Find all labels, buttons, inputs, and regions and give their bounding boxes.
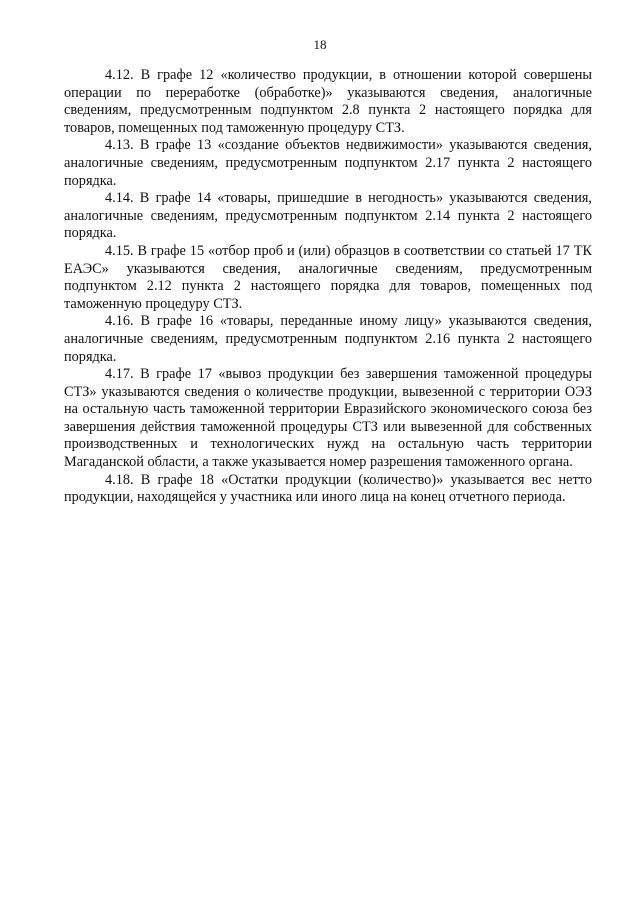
paragraph-4-14: 4.14. В графе 14 «товары, пришедшие в негодность» указываются сведения, аналогичные сведениям, предусмотренным подпунктом 2.14 пункта 2 настоящего порядка. [64,190,592,242]
paragraph-4-18: 4.18. В графе 18 «Остатки продукции (количество)» указывается вес нетто продукции, находящейся у участника или иного лица на конец отчетного периода. [64,471,592,506]
paragraph-4-17: 4.17. В графе 17 «вывоз продукции без завершения таможенной процедуры СТЗ» указываются сведения о количестве продукции, вывезенной с территории ОЭЗ на остальную часть таможенной территории Евразийского экономического союза без завершения действия таможенной процедуры СТЗ или вывезенной для собственных производственных и технологических нужд на остальную часть территории Магаданской области, а также указывается номер разрешения таможенного органа. [64,366,592,471]
paragraph-4-13: 4.13. В графе 13 «создание объектов недвижимости» указываются сведения, аналогичные сведениям, предусмотренным подпунктом 2.17 пункта 2 настоящего порядка. [64,137,592,189]
document-body [64,67,592,507]
page-number: 18 [313,37,327,52]
paragraph-4-15: 4.15. В графе 15 «отбор проб и (или) образцов в соответствии со статьей 17 ТК ЕАЭС» указываются сведения, аналогичные сведениям, предусмотренным подпунктом 2.12 пункта 2 настоящего порядка для товаров, помещенных под таможенную процедуру СТЗ. [64,242,592,312]
paragraph-4-16: 4.16. В графе 16 «товары, переданные иному лицу» указываются сведения, аналогичные сведениям, предусмотренным подпунктом 2.16 пункта 2 настоящего порядка. [64,313,592,365]
paragraph-4-12: 4.12. В графе 12 «количество продукции, в отношении которой совершены операции по переработке (обработке)» указываются сведения, аналогичные сведениям, предусмотренным подпунктом 2.8 пункта 2 настоящего порядка для товаров, помещенных под таможенную процедуру СТЗ. [64,67,592,136]
